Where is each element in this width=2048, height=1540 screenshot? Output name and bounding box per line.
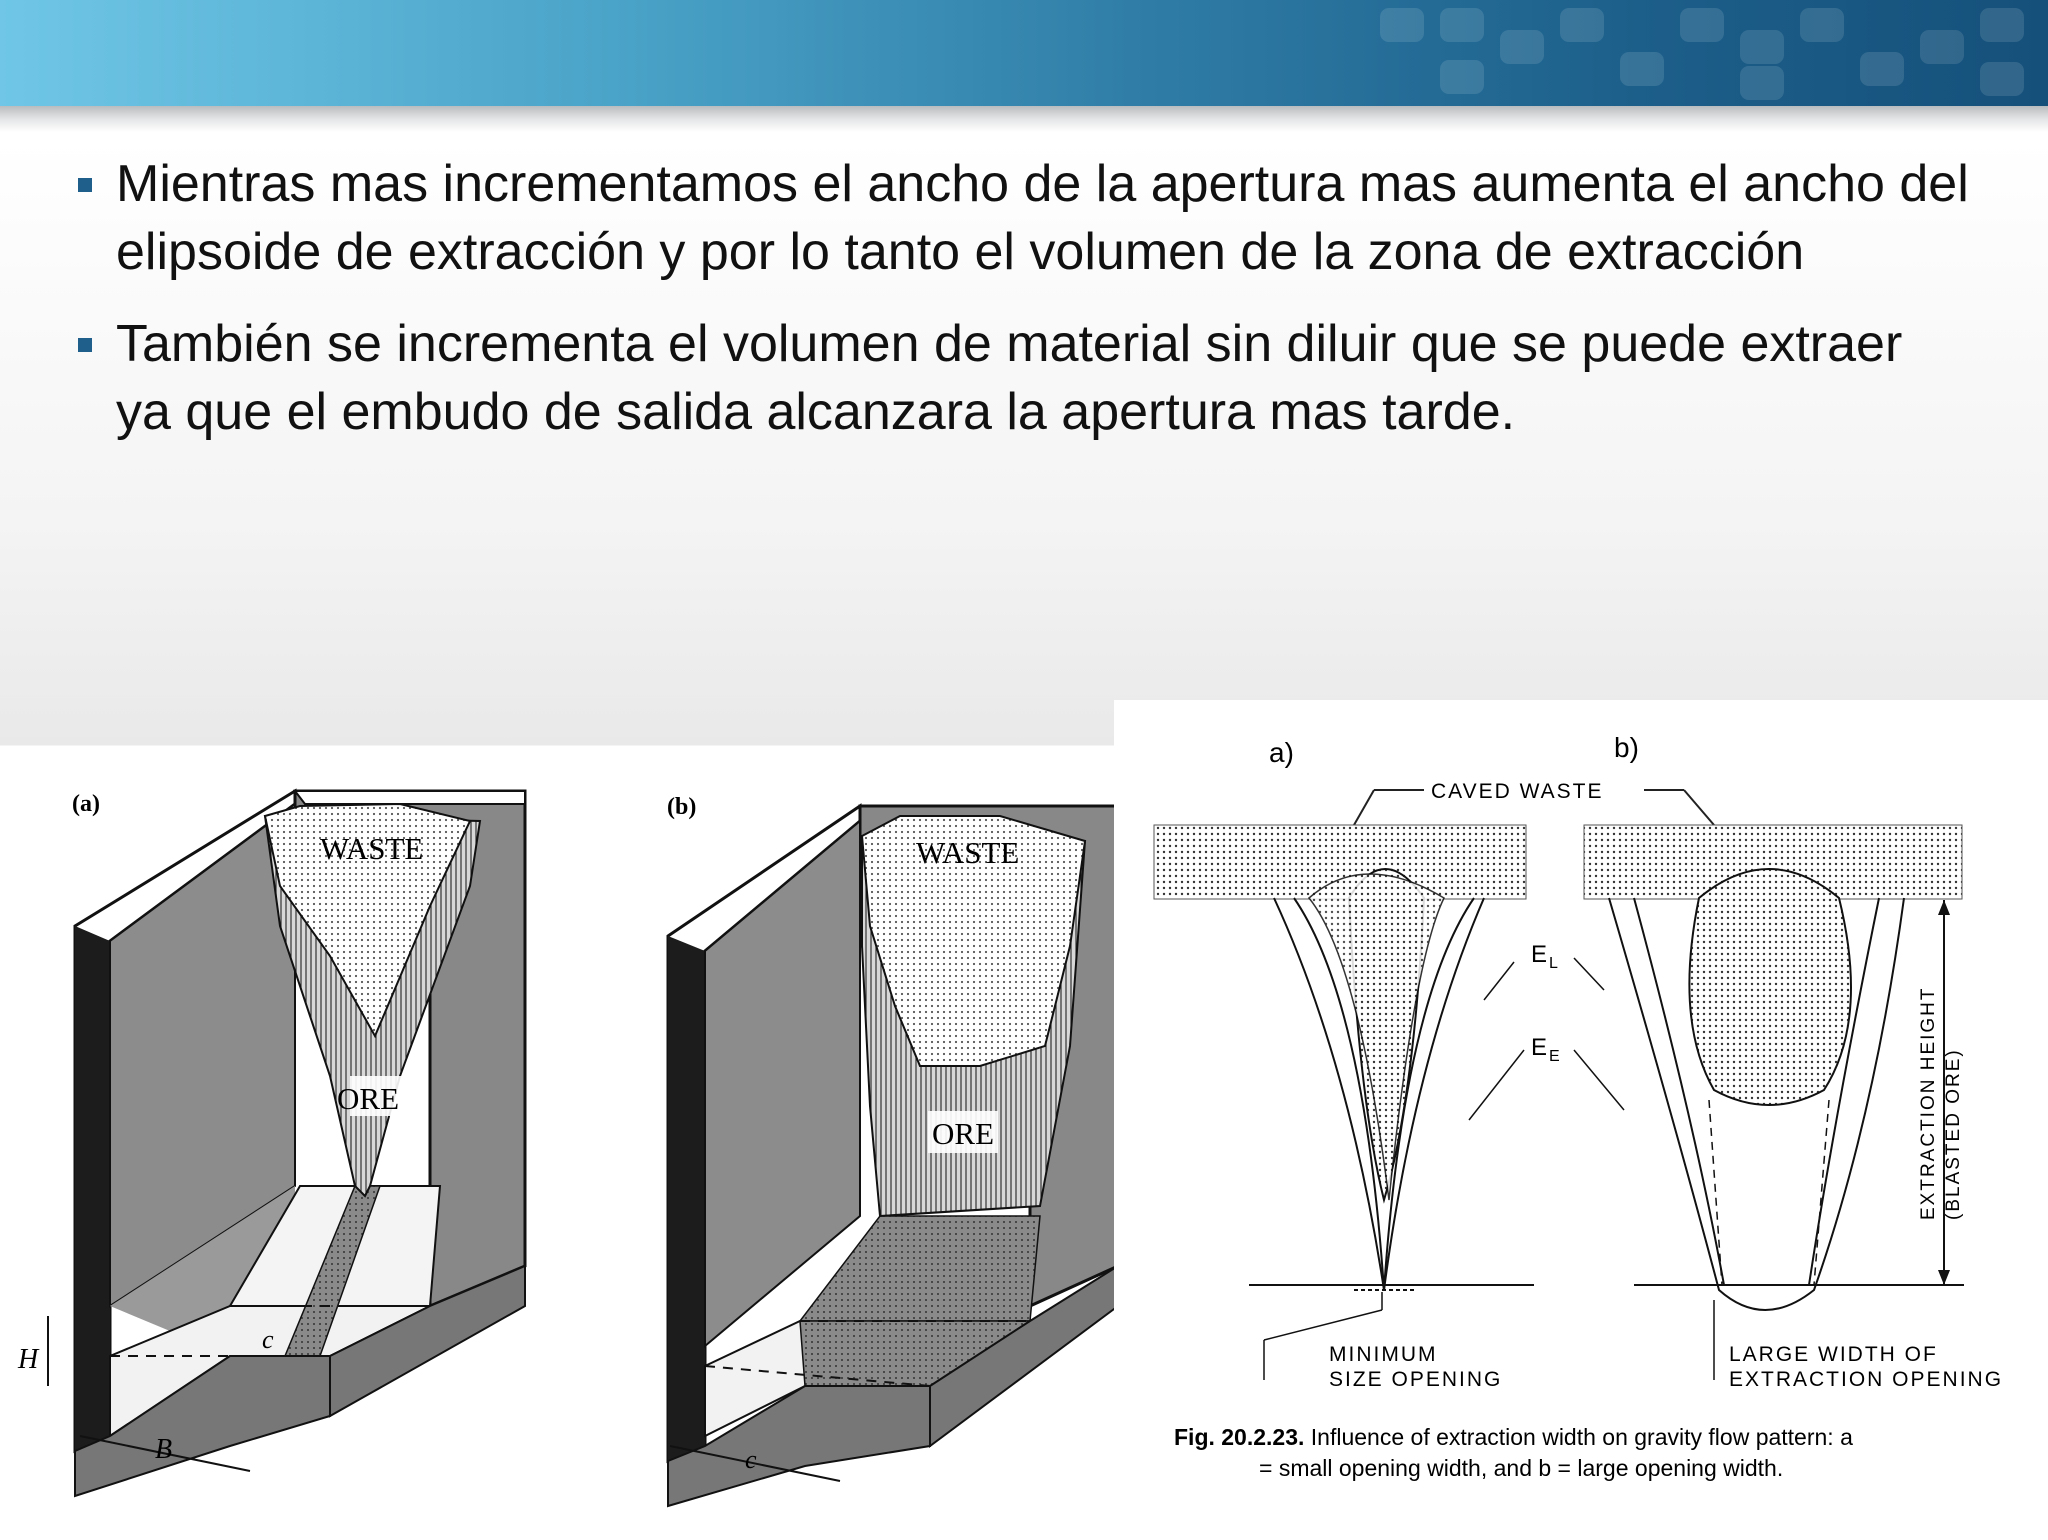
drawpoint-figure — [0, 746, 1118, 1535]
figure-caption-bold: Fig. 20.2.23. — [1174, 1424, 1305, 1450]
waste-label-b: WASTE — [916, 835, 1020, 870]
panel-b-drawing — [667, 794, 1118, 1506]
figure-caption-text1: Influence of extraction width on gravity flow pattern: a — [1304, 1424, 1853, 1450]
dim-B: B — [155, 1434, 173, 1465]
square-bullet-icon — [78, 178, 92, 192]
header-shadow — [0, 106, 2048, 132]
el-label: E — [1531, 941, 1548, 968]
ore-label-b: ORE — [932, 1116, 994, 1151]
panel-b-label-right: b) — [1614, 732, 1639, 763]
ellipsoid-panel-a — [1249, 869, 1534, 1290]
ee-subscript: E — [1549, 1048, 1560, 1065]
el-subscript: L — [1549, 955, 1558, 972]
min-opening-line1: MINIMUM — [1329, 1343, 1438, 1366]
ellipsoid-panel-b — [1609, 869, 1964, 1310]
extraction-height-label: EXTRACTION HEIGHT — [1918, 986, 1939, 1220]
dim-c-b: c — [745, 1445, 757, 1474]
ee-label: E — [1531, 1034, 1548, 1061]
bullet-text: También se incrementa el volumen de material sin diluir que se puede extraer ya que el embudo de salida alcanzara la apertura mas tarde. — [116, 315, 1903, 441]
bullet-item — [70, 150, 1970, 286]
caved-waste-label: CAVED WASTE — [1431, 780, 1604, 803]
panel-b-label: (b) — [667, 794, 697, 820]
bullet-list — [70, 150, 1970, 470]
waste-label-a: WASTE — [320, 831, 424, 866]
dim-H: H — [18, 1344, 39, 1375]
large-opening-line1: LARGE WIDTH OF — [1729, 1343, 1938, 1366]
extraction-width-figure — [1114, 700, 2048, 1535]
panel-a-drawing — [17, 791, 525, 1496]
min-opening-line2: SIZE OPENING — [1329, 1368, 1503, 1391]
ore-label-a: ORE — [337, 1081, 399, 1116]
panel-a-label-right: a) — [1269, 737, 1294, 768]
large-opening-line2: EXTRACTION OPENING — [1729, 1368, 2004, 1391]
square-bullet-icon — [78, 338, 92, 352]
dim-c: c — [262, 1325, 274, 1354]
bullet-text: Mientras mas incrementamos el ancho de la apertura mas aumenta el ancho del elipsoide de extracción y por lo tanto el volumen de la zona de extracción — [116, 155, 1969, 281]
panel-a-label: (a) — [72, 791, 100, 817]
bullet-item — [70, 310, 1970, 446]
blasted-ore-label: (BLASTED ORE) — [1943, 1048, 1964, 1220]
header-band — [0, 0, 2048, 106]
figure-caption-line2: = small opening width, and b = large opening width. — [1259, 1455, 1784, 1481]
figure-caption-line1 — [1174, 1424, 1853, 1450]
